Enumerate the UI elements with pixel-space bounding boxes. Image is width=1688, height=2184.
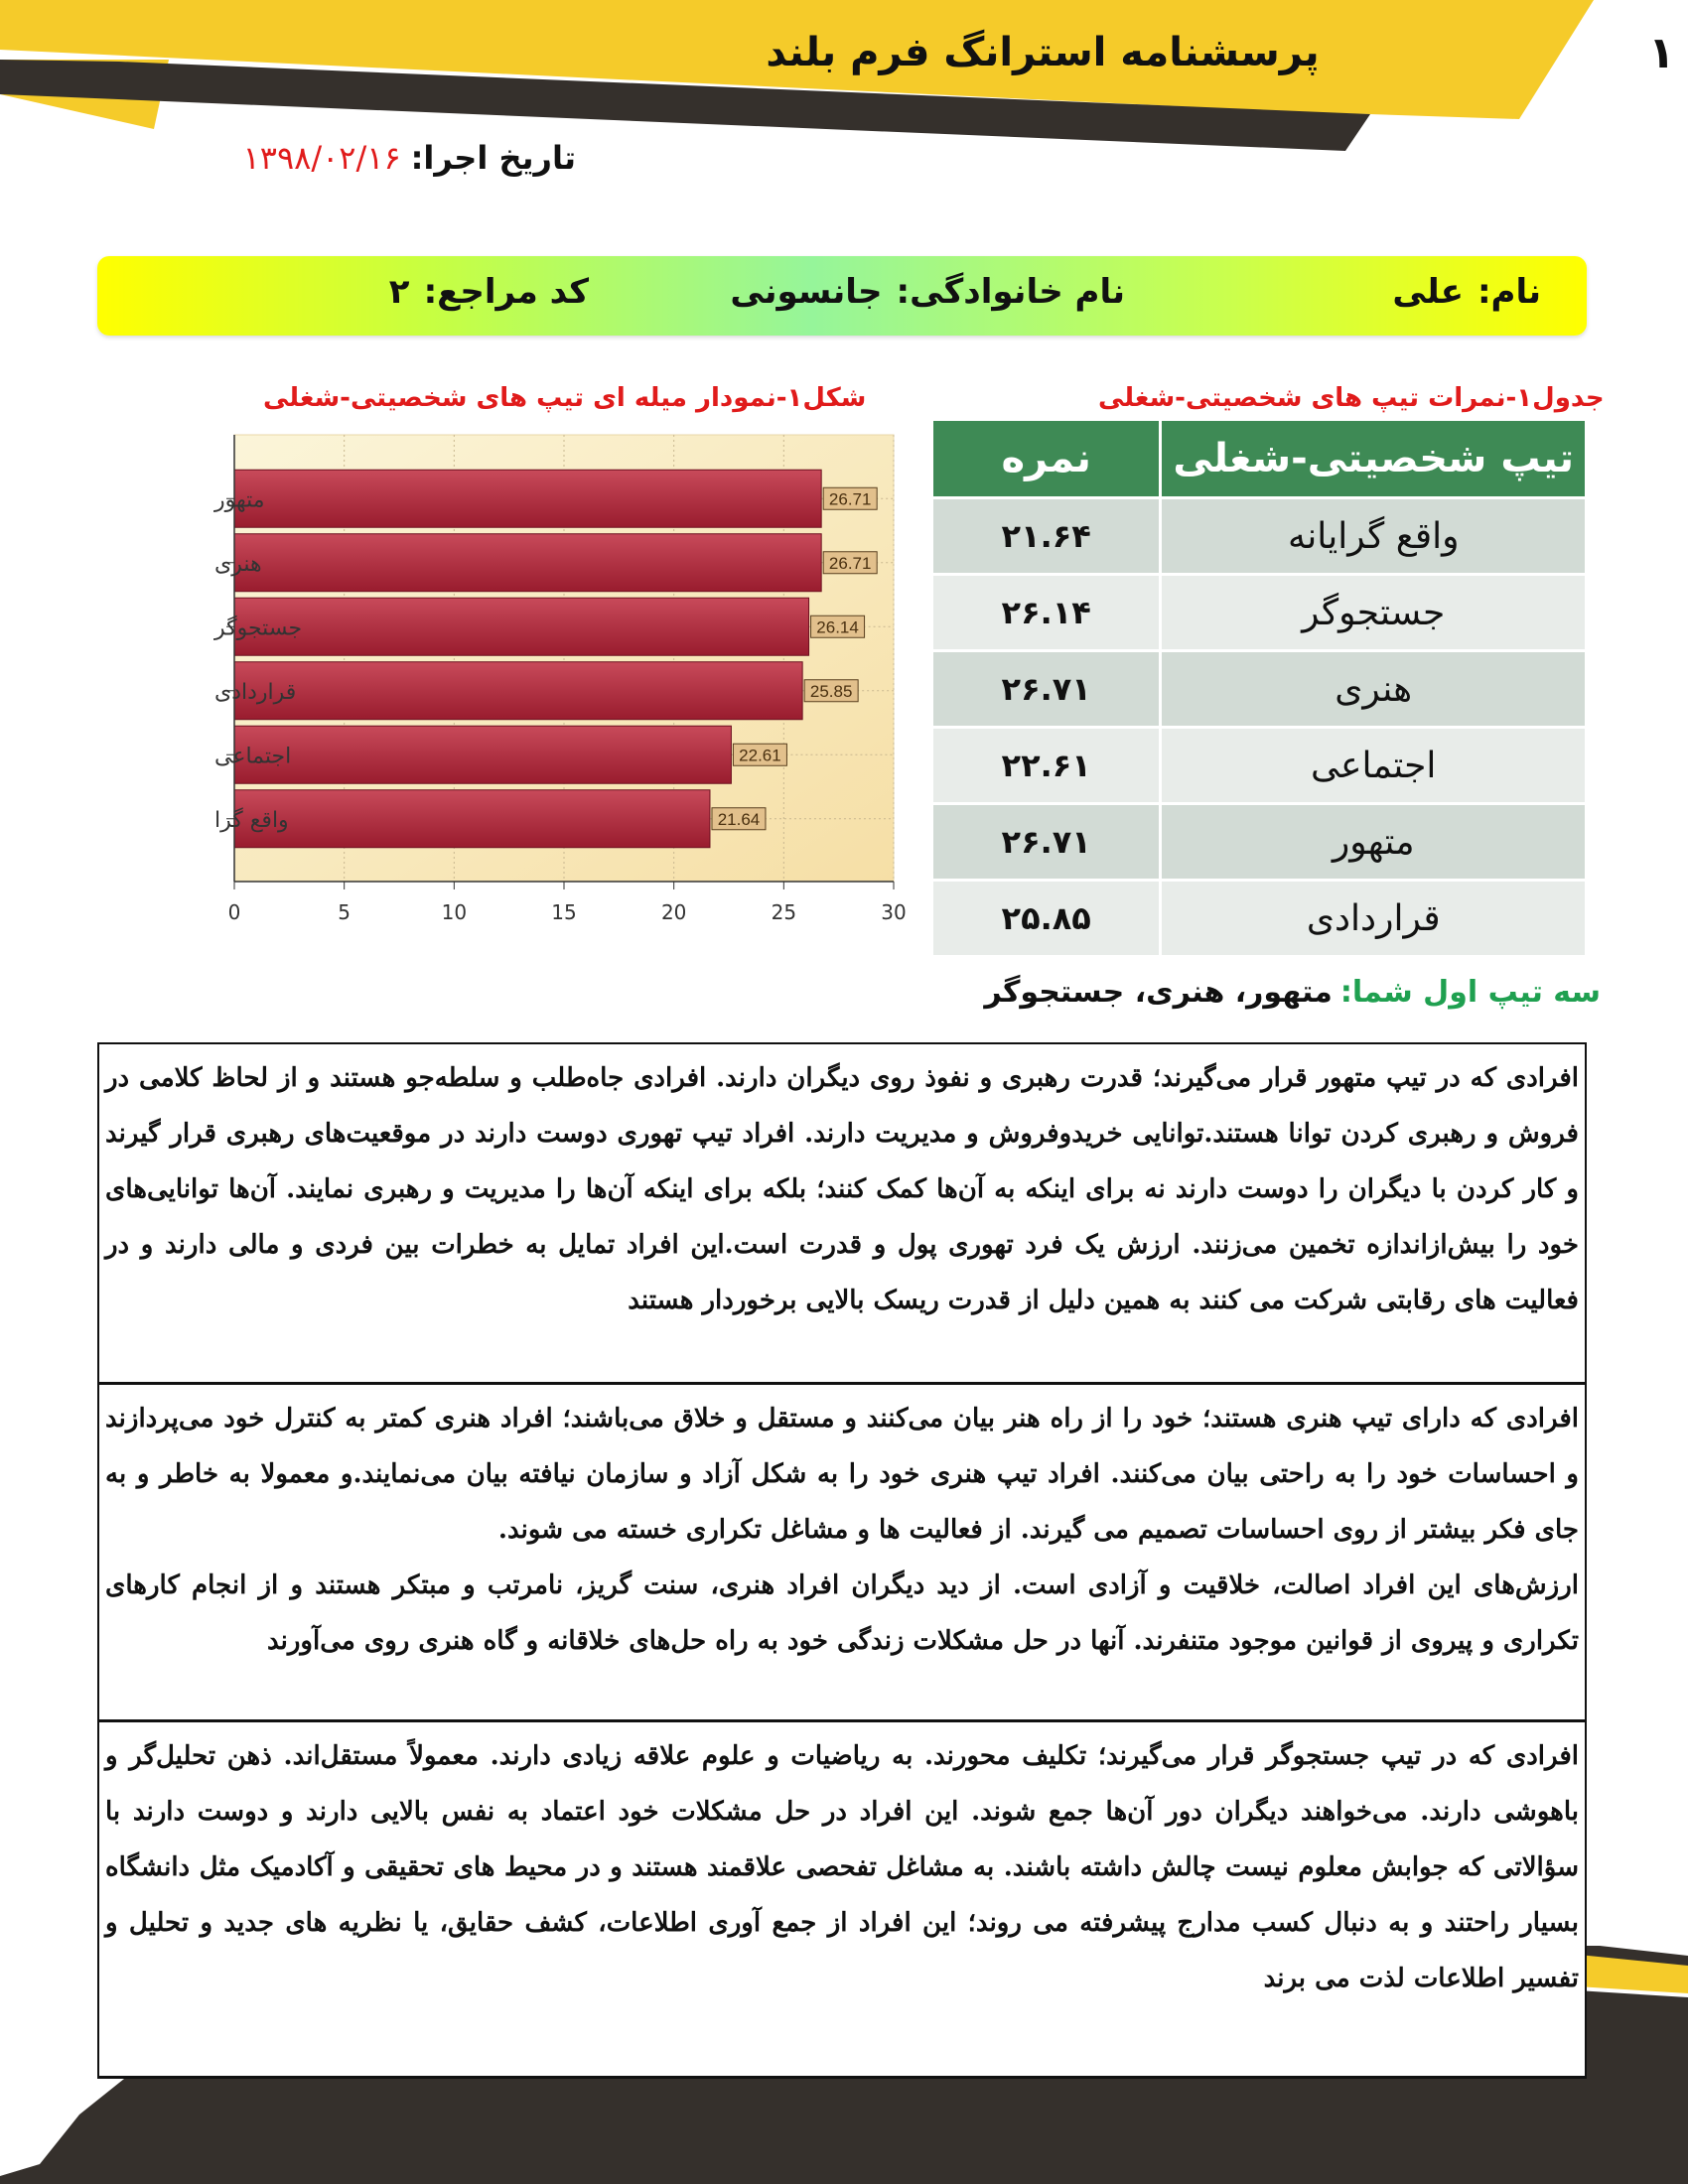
- first-name-label: نام:: [1477, 272, 1541, 312]
- scores-table: [933, 421, 1585, 955]
- data-label: 26.71: [828, 553, 872, 573]
- category-label: واقع گرا: [214, 807, 289, 833]
- x-tick-label: 5: [338, 900, 352, 924]
- table-caption: جدول۱-نمرات تیپ های شخصیتی-شغلی: [1098, 383, 1605, 413]
- column-header-type: تیپ شخصیتی-شغلی: [1159, 421, 1585, 496]
- data-label: 25.85: [809, 681, 853, 701]
- document-title: پرسشنامه استرانگ فرم بلند: [766, 30, 1320, 75]
- personality-bar-chart: [89, 417, 914, 943]
- category-label: متهور: [214, 487, 265, 513]
- type-cell: هنری: [1159, 649, 1585, 726]
- type-cell: قراردادی: [1159, 879, 1585, 955]
- x-tick-label: 25: [771, 900, 797, 924]
- execution-date: [199, 139, 576, 177]
- bar: [234, 534, 821, 592]
- type-cell: اجتماعی: [1159, 726, 1585, 802]
- description-enterprising: [97, 1042, 1587, 1384]
- table-row: [933, 573, 1585, 649]
- top-three-types: [894, 975, 1601, 1010]
- description-artistic: [97, 1382, 1587, 1721]
- data-label: 22.61: [739, 746, 781, 765]
- x-tick-label: 10: [441, 900, 468, 924]
- score-cell: ۲۱.۶۴: [933, 496, 1159, 573]
- score-cell: ۲۶.۷۱: [933, 802, 1159, 879]
- table-row: [933, 802, 1585, 879]
- data-label: 26.71: [828, 489, 872, 509]
- chart-caption: شکل۱-نمودار میله ای تیپ های شخصیتی-شغلی: [263, 383, 867, 413]
- last-name-value: جانسونی: [730, 272, 883, 312]
- description-text: افرادی که در تیپ متهور قرار می‌گیرند؛ قدرت رهبری و نفوذ روی دیگران دارند. افرادی جاه‌طلب و سلطه‌جو هستند و از لحاظ کلامی در فروش و رهبری کردن توانا هستند.توانایی خریدوفروش و مدیریت دارند. افراد تیپ تهوری دوست دارند در موقعیت‌های رهبری قرار گیرند و کار کردن با دیگران را دوست دارند نه برای اینکه به آن‌ها کمک کنند؛ بلکه برای اینکه آن‌ها را مدیریت و رهبری نمایند. آن‌ها توانایی‌های خود را بیش‌ازاندازه تخمین می‌زنند. ارزش یک فرد تهوری پول و قدرت است.این افراد تمایل به خطرات بین فردی و مالی دارند و در فعالیت های رقابتی شرکت می کنند به همین دلیل از قدرت ریسک بالایی برخوردار هستند: [105, 1063, 1579, 1315]
- first-name-field: [1392, 272, 1541, 312]
- top-three-label: سه تیپ اول شما:: [1339, 975, 1601, 1010]
- type-cell: جستجوگر: [1159, 573, 1585, 649]
- page-number: ۱: [1648, 28, 1675, 78]
- data-label: 26.14: [816, 617, 859, 637]
- reference-code-value: ۲: [388, 272, 410, 312]
- top-three-value: متهور، هنری، جستجوگر: [984, 975, 1333, 1010]
- table-row: [933, 496, 1585, 573]
- category-label: جستجوگر: [214, 615, 303, 641]
- bar: [234, 470, 821, 527]
- x-tick-label: 15: [551, 900, 577, 924]
- date-label: تاریخ اجرا:: [410, 139, 576, 177]
- bar: [234, 790, 710, 848]
- type-cell: متهور: [1159, 802, 1585, 879]
- bar: [234, 662, 802, 720]
- x-tick-label: 30: [881, 900, 907, 924]
- bar: [234, 726, 731, 783]
- x-tick-label: 0: [227, 900, 241, 924]
- last-name-label: نام خانوادگی:: [896, 272, 1125, 312]
- score-cell: ۲۵.۸۵: [933, 879, 1159, 955]
- category-label: اجتماعی: [214, 744, 292, 769]
- last-name-field: [730, 272, 1125, 312]
- table-row: [933, 879, 1585, 955]
- score-cell: ۲۶.۷۱: [933, 649, 1159, 726]
- reference-code-field: [389, 272, 589, 312]
- date-value: ۱۳۹۸/۰۲/۱۶: [242, 139, 401, 177]
- table-row: [933, 726, 1585, 802]
- data-label: 21.64: [717, 809, 761, 829]
- description-text: افرادی که در تیپ جستجوگر قرار می‌گیرند؛ تکلیف محورند. به ریاضیات و علوم علاقه زیادی دارند. معمولاً مستقل‌اند. ذهن تحلیل‌گر و باهوشی دارند. می‌خواهند دیگران دور آن‌ها جمع شوند. این افراد در حل مشکلات خود اعتماد به نفس بالایی دارند و دوست دارند با سؤالاتی که جوابش معلوم نیست چالش داشته باشند. به مشاغل تفحصی علاقمند هستند و در محیط های تحقیقی و آکادمیک مثل دانشگاه بسیار راحتند و به دنبال کسب مدارج پیشرفته می روند؛ این افراد از جمع آوری اطلاعات، کشف حقایق، یا نظریه های جدید و تحلیل و تفسیر اطلاعات لذت می برند: [105, 1741, 1579, 1993]
- table-header-row: [933, 421, 1585, 496]
- category-label: هنری: [214, 551, 262, 577]
- score-cell: ۲۶.۱۴: [933, 573, 1159, 649]
- description-investigative: [97, 1719, 1587, 2079]
- reference-code-label: کد مراجع:: [423, 272, 589, 312]
- description-text: افرادی که دارای تیپ هنری هستند؛ خود را از راه هنر بیان می‌کنند و مستقل و خلاق می‌باشند؛ افراد هنری کمتر به کنترل خود می‌پردازند و احساسات خود را به راحتی بیان می‌کنند. افراد تیپ هنری خود را به شکل آزاد و سازمان نیافته بیان می‌نمایند.و معمولا به خاطر و به جای فکر بیشتر از روی احساسات تصمیم می گیرند. از فعالیت ها و مشاغل تکراری خسته می شوند.: [105, 1404, 1579, 1545]
- score-cell: ۲۲.۶۱: [933, 726, 1159, 802]
- bar: [234, 598, 809, 655]
- table-row: [933, 649, 1585, 726]
- category-label: قراردادی: [214, 679, 297, 705]
- description-text-continued: ارزش‌های این افراد اصالت، خلاقیت و آزادی است. از دید دیگران افراد هنری، سنت گریز، نامرتب و مبتکر هستند و از انجام کارهای تکراری و پیروی از قوانین موجود متنفرند. آنها در حل مشکلات زندگی خود به راه حل‌های خلاقانه و گاه هنری روی می‌آورند: [105, 1570, 1579, 1656]
- type-cell: واقع گرایانه: [1159, 496, 1585, 573]
- first-name-value: علی: [1392, 272, 1464, 312]
- column-header-score: نمره: [933, 421, 1159, 496]
- client-info-bar: [97, 256, 1587, 336]
- x-tick-label: 20: [660, 900, 687, 924]
